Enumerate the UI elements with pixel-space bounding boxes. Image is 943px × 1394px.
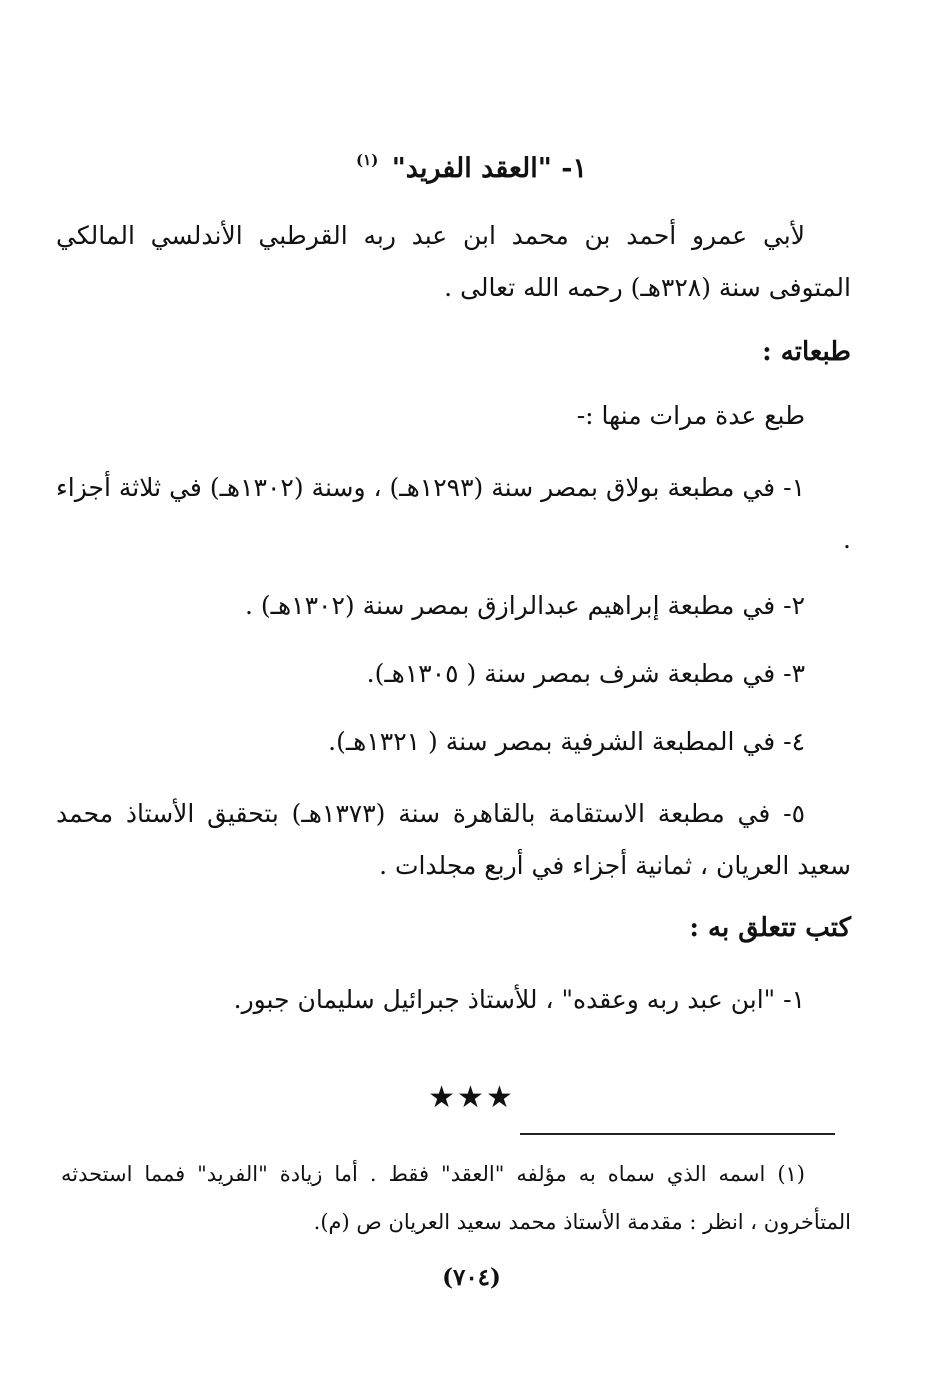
footnote: (١) اسمه الذي سماه به مؤلفه "العقد" فقط . أما زيادة "الفريد" فمما استحدثه المتأخرون ، انظر : مقدمة الأستاذ محمد سعيد العريان ص (م). <box>61 1162 851 1234</box>
footnote-reference: (١) <box>356 151 379 169</box>
edition-item-5: ٥- في مطبعة الاستقامة بالقاهرة سنة (١٣٧٣هـ) بتحقيق الأستاذ محمد سعيد العريان ، ثمانية أجزاء في أربع مجلدات . <box>56 799 851 880</box>
footnote-divider <box>520 1133 835 1135</box>
section-separator: ★★★ <box>428 1080 515 1115</box>
edition-item-1: ١- في مطبعة بولاق بمصر سنة (١٢٩٣هـ) ، وسنة (١٣٠٢هـ) في ثلاثة أجزاء . <box>56 473 851 554</box>
editions-lead: طبع عدة مرات منها :- <box>576 401 805 430</box>
edition-item-2: ٢- في مطبعة إبراهيم عبدالرازق بمصر سنة (١٣٠٢هـ) . <box>245 591 805 620</box>
entry-title-text: ١- "العقد الفريد" <box>391 153 587 184</box>
entry-title <box>0 138 943 191</box>
author-paragraph: لأبي عمرو أحمد بن محمد ابن عبد ربه القرطبي الأندلسي المالكي المتوفى سنة (٣٢٨هـ) رحمه الله تعالى . <box>56 221 851 302</box>
edition-item-3: ٣- في مطبعة شرف بمصر سنة ( ١٣٠٥هـ). <box>366 659 805 688</box>
edition-item-4: ٤- في المطبعة الشرفية بمصر سنة ( ١٣٢١هـ). <box>328 727 805 756</box>
related-books-heading: كتب تتعلق به : <box>689 913 851 943</box>
page-number: (٧٠٤) <box>442 1264 501 1291</box>
related-book-item-1: ١- "ابن عبد ربه وعقده" ، للأستاذ جبرائيل سليمان جبور. <box>233 985 805 1014</box>
editions-heading: طبعاته : <box>762 337 851 367</box>
